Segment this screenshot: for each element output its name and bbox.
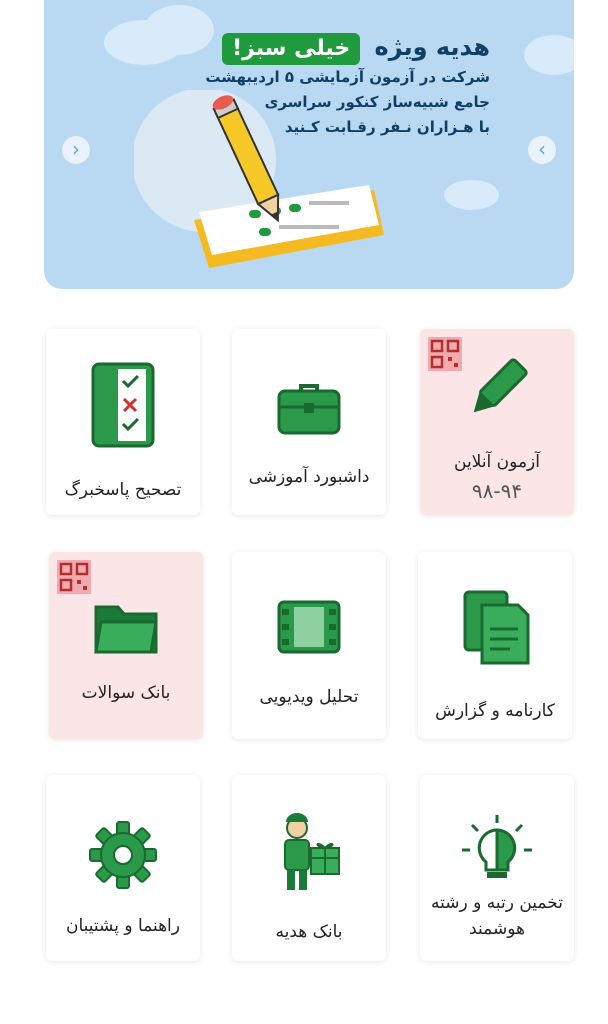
banner-text xyxy=(190,30,490,140)
tile-education-dashboard[interactable] xyxy=(232,329,386,515)
tile-label: تخمین رتبه و رشته هوشمند xyxy=(431,893,563,939)
carousel-prev-button[interactable]: ‹ xyxy=(62,136,90,164)
tile-rank-estimate[interactable] xyxy=(420,775,574,961)
tile-question-bank[interactable] xyxy=(49,552,203,739)
tile-label: بانک هدیه xyxy=(275,922,343,942)
briefcase-icon xyxy=(274,369,344,439)
tile-video-analysis[interactable] xyxy=(232,552,386,739)
exam-years: ۹۸-۹۴ xyxy=(471,479,523,503)
film-icon xyxy=(274,597,344,657)
promo-banner[interactable] xyxy=(44,0,574,289)
tile-online-exam[interactable] xyxy=(420,329,574,515)
headline-prefix: هدیه ویژه xyxy=(374,33,490,61)
documents-icon xyxy=(460,587,530,669)
headline-pill: خیلی سبز! xyxy=(222,33,360,65)
banner-line: جامع شبیه‌ساز کنکور سراسری xyxy=(264,93,490,111)
gear-icon xyxy=(88,820,158,890)
tile-help-support[interactable] xyxy=(46,775,200,961)
qr-code-icon xyxy=(57,560,91,594)
tile-label: کارنامه و گزارش xyxy=(435,701,555,721)
cloud-decoration xyxy=(524,35,574,75)
pencil-icon xyxy=(462,354,532,424)
lightbulb-icon xyxy=(457,810,537,890)
qr-code-icon xyxy=(428,337,462,371)
tile-label: تحلیل ویدیویی xyxy=(259,687,359,707)
cloud-decoration xyxy=(444,180,499,210)
tile-report-card[interactable] xyxy=(418,552,572,739)
banner-line: شرکت در آزمون آزمایشی ۵ اردیبهشت xyxy=(205,68,490,86)
tile-label: بانک سوالات xyxy=(81,683,171,703)
tile-answer-sheet-correction[interactable] xyxy=(46,329,200,515)
tile-gift-bank[interactable] xyxy=(232,775,386,961)
folder-icon xyxy=(91,597,161,657)
banner-line: با هـزاران نـفر رقـابت کـنید xyxy=(284,118,490,136)
tile-label: آزمون آنلاین xyxy=(454,452,540,472)
delivery-gift-icon xyxy=(269,810,349,895)
carousel-next-button[interactable]: › xyxy=(528,136,556,164)
banner-headline xyxy=(190,30,490,65)
tile-label: راهنما و پشتیبان xyxy=(65,916,180,936)
tile-label: داشبورد آموزشی xyxy=(248,467,370,487)
answer-sheet-icon xyxy=(88,359,158,449)
tile-label: تصحیح پاسخبرگ xyxy=(64,480,182,500)
